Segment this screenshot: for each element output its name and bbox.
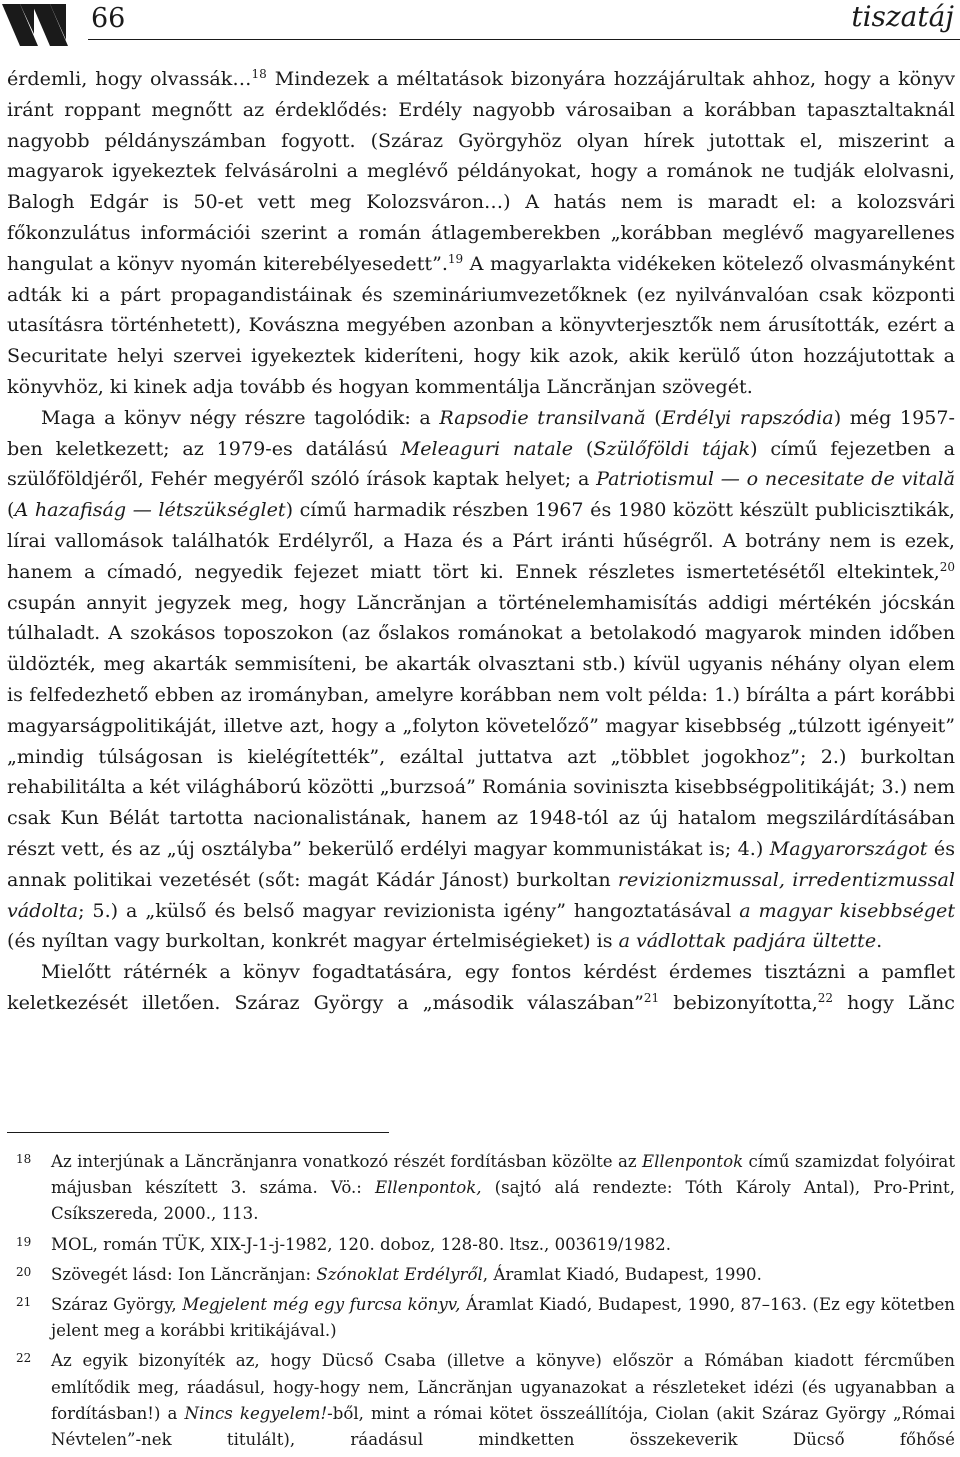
footnote-number: 20 — [16, 1264, 32, 1279]
emphasis-revizionizmus: revizionizmussal, irredentizmussal vádolta — [7, 867, 955, 922]
footnote-18: 18 Az interjúnak a Lăncrănjanra vonatkozó részét fordításban közölte az Ellenpontok című szamizdat folyóirat májusban készített 3. száma. Vö.: Ellenpontok, (sajtó alá rendezte: Tóth Károly Antal), Pro-Print, Csíkszereda, 2000., 113. — [7, 1149, 955, 1228]
header-rule — [88, 39, 960, 40]
footnote-ref-21[interactable]: 21 — [643, 990, 660, 1005]
paragraph-1: érdemli, hogy olvassák…$^{18}$ Mindezek a méltatások bizonyára hozzájárultak ahhoz, hogy a könyv iránt roppant megnőtt az érdeklődés: Erdély nagyobb városaiban a korábban tapasztaltaknál nagyobb példányszámban fogyott. (Száraz Györgyhöz olyan hírek jutottak el, miszerint a magyarok igyekeztek felvásárolni a meglévő példányokat, hogy a románok ne tudják elolvasni, Balogh Edgár is 50-et vett meg Kolozsváron…) A hatás nem is maradt el: a kolozsvári főkonzulátus információi szerint a román átlagemberekben „korábban meglévő magyarellenes hangulat a könyv nyomán kiterebélyesedett”.$^{19}$ A magyarlakta vidékeken kötelező olvasmányként adták ki a párt propagandistáinak és szemináriumvezetőknek (ez nyilvánvalóan csak központi utasításra történhetett), Kovászna megyében azonban a könyvterjesztők nem árusították, ezért a Securitate helyi szervei igyekeztek kideríteni, hogy kik azok, akik kerülő úton hozzájutottak a könyvhöz, ki kinek adja tovább és hogyan kommentálja Lăncrănjan szövegét. — [7, 67, 956, 398]
footnote-separator — [7, 1132, 389, 1133]
book-title-hazafisag: A hazafiság — létszükséglet — [14, 498, 286, 522]
footnote-ref-19[interactable]: 19 — [447, 251, 464, 266]
book-title-rapszodia: Erdélyi rapszódia — [661, 405, 834, 429]
article-body — [7, 64, 955, 1019]
journal-title: tiszatáj — [851, 0, 954, 33]
book-title-rapsodie: Rapsodie transilvană — [439, 405, 646, 429]
page-header — [0, 0, 960, 50]
book-title-szulofoldi: Szülőföldi tájak — [593, 436, 751, 460]
book-title-meleaguri: Meleaguri natale — [400, 436, 574, 460]
paragraph-2: Maga a könyv négy részre tagolódik: a Rapsodie transilvană (Erdélyi rapszódia) még 1957-ben keletkezett; az 1979-es datálású Meleaguri natale (Szülőföldi tájak) című fejezetben a szülőföldjéről, Fehér megyéről szóló írások kaptak helyet; a Patriotismul — o necesitate de vitală (A hazafiság — létszükséglet) című harmadik részben 1967 és 1980 között készült publicisztikák, lírai vallomások találhatók Erdélyről, a Haza és a Párt iránti hűségről. A botrány nem is ezek, hanem a címadó, negyedik fejezet miatt tört ki. Ennek részletes ismertetésétől eltekintek,$^{20}$ csupán annyit jegyzek meg, hogy Lăncrănjan a történelemhamisítás addigi mértékén jócskán túlhaladt. A szokásos toposzokon (az őslakos románokat a betolakodó magyarok minden időben üldözték, meg akarták semmisíteni, be akarták olvasztani stb.) kívül ugyanis néhány olyan elem is felfedezhető ebben az irományban, amelyre korábban nem volt példa: 1.) bírálta a párt korábbi magyarságpolitikáját, illetve azt, hogy a „folyton követelőző” magyar kisebbség „túlzott igényeit” „mindig túlságosan is kielégítették”, ezáltal juttatva azt „többlet jogokhoz”; 2.) burkoltan rehabilitálta a két világháború közötti „burzsoá” Románia soviniszta kisebbségpolitikáját; 3.) nem csak Kun Bélát tartotta nacionalistának, hanem az 1948-tól az új hatalom megszilárdításában részt vett, és az „új osztályba” bekerülő erdélyi magyar kommunistákat is; 4.) Magyarországot és annak politikai vezetését (sőt: magát Kádár Jánost) burkoltan revizionizmussal, irredentizmussal vádolta; 5.) a „külső és belső magyar revizionista igény” hangoztatásával a magyar kisebbséget (és nyíltan vagy burkoltan, konkrét magyar értelmiségieket) is a vádlottak padjára ültette. — [7, 405, 955, 953]
footnote-19: 19 MOL, román TÜK, XIX-J-1-j-1982, 120. doboz, 128-80. ltsz., 003619/1982. — [7, 1232, 955, 1258]
footnote-22: 22 Az egyik bizonyíték az, hogy Dücső Csaba (illetve a könyve) először a Rómában kiadott fércműben említődik meg, ráadásul, hogy-hogy nem, Lăncrănjan ugyanazokat a részleteket idézi (és ugyanabban a fordításban!) a Nincs kegyelem!-ből, mint a római kötet összeállítója, Ciolan (akit Száraz György „Római Névtelen”-nek titulált), ráadásul mindketten összekeverik Dücső főhősé — [7, 1348, 955, 1453]
book-title-patriotismul: Patriotismul — o necesitate de vitală — [596, 467, 955, 491]
paragraph-3: Mielőtt rátérnék a könyv fogadtatására, egy fontos kérdést érdemes tisztázni a pamflet keletkezését illetően. Száraz György a „második válaszában”$^{21}$ bebizonyította,$^{22}$ hogy Lănc — [7, 960, 956, 1014]
footnote-number: 18 — [16, 1152, 32, 1166]
footnote-number: 19 — [16, 1234, 32, 1249]
footnotes — [7, 1149, 955, 1457]
footnote-20: 20 Szövegét lásd: Ion Lăncrănjan: Szónoklat Erdélyről, Áramlat Kiadó, Budapest, 1990. — [7, 1262, 955, 1288]
footnote-number: 21 — [16, 1295, 32, 1310]
footnote-number: 22 — [16, 1351, 32, 1366]
footnote-ref-18[interactable]: 18 — [251, 67, 267, 81]
journal-logo-icon — [2, 4, 80, 48]
emphasis-vadlottak: a vádlottak padjára ültette — [618, 929, 877, 953]
emphasis-magyarorszagot: Magyarországot — [769, 836, 928, 860]
emphasis-magyar-kisebbseget: a magyar kisebbséget — [739, 898, 955, 922]
footnote-21: 21 Száraz György, Megjelent még egy furcsa könyv, Áramlat Kiadó, Budapest, 1990, 87–163. (Ez egy kötetben jelent meg a korábbi kritikájával.) — [7, 1292, 955, 1344]
footnote-ref-22[interactable]: 22 — [817, 990, 834, 1005]
page-number: 66 — [91, 3, 126, 34]
footnote-ref-20[interactable]: 20 — [939, 559, 955, 574]
